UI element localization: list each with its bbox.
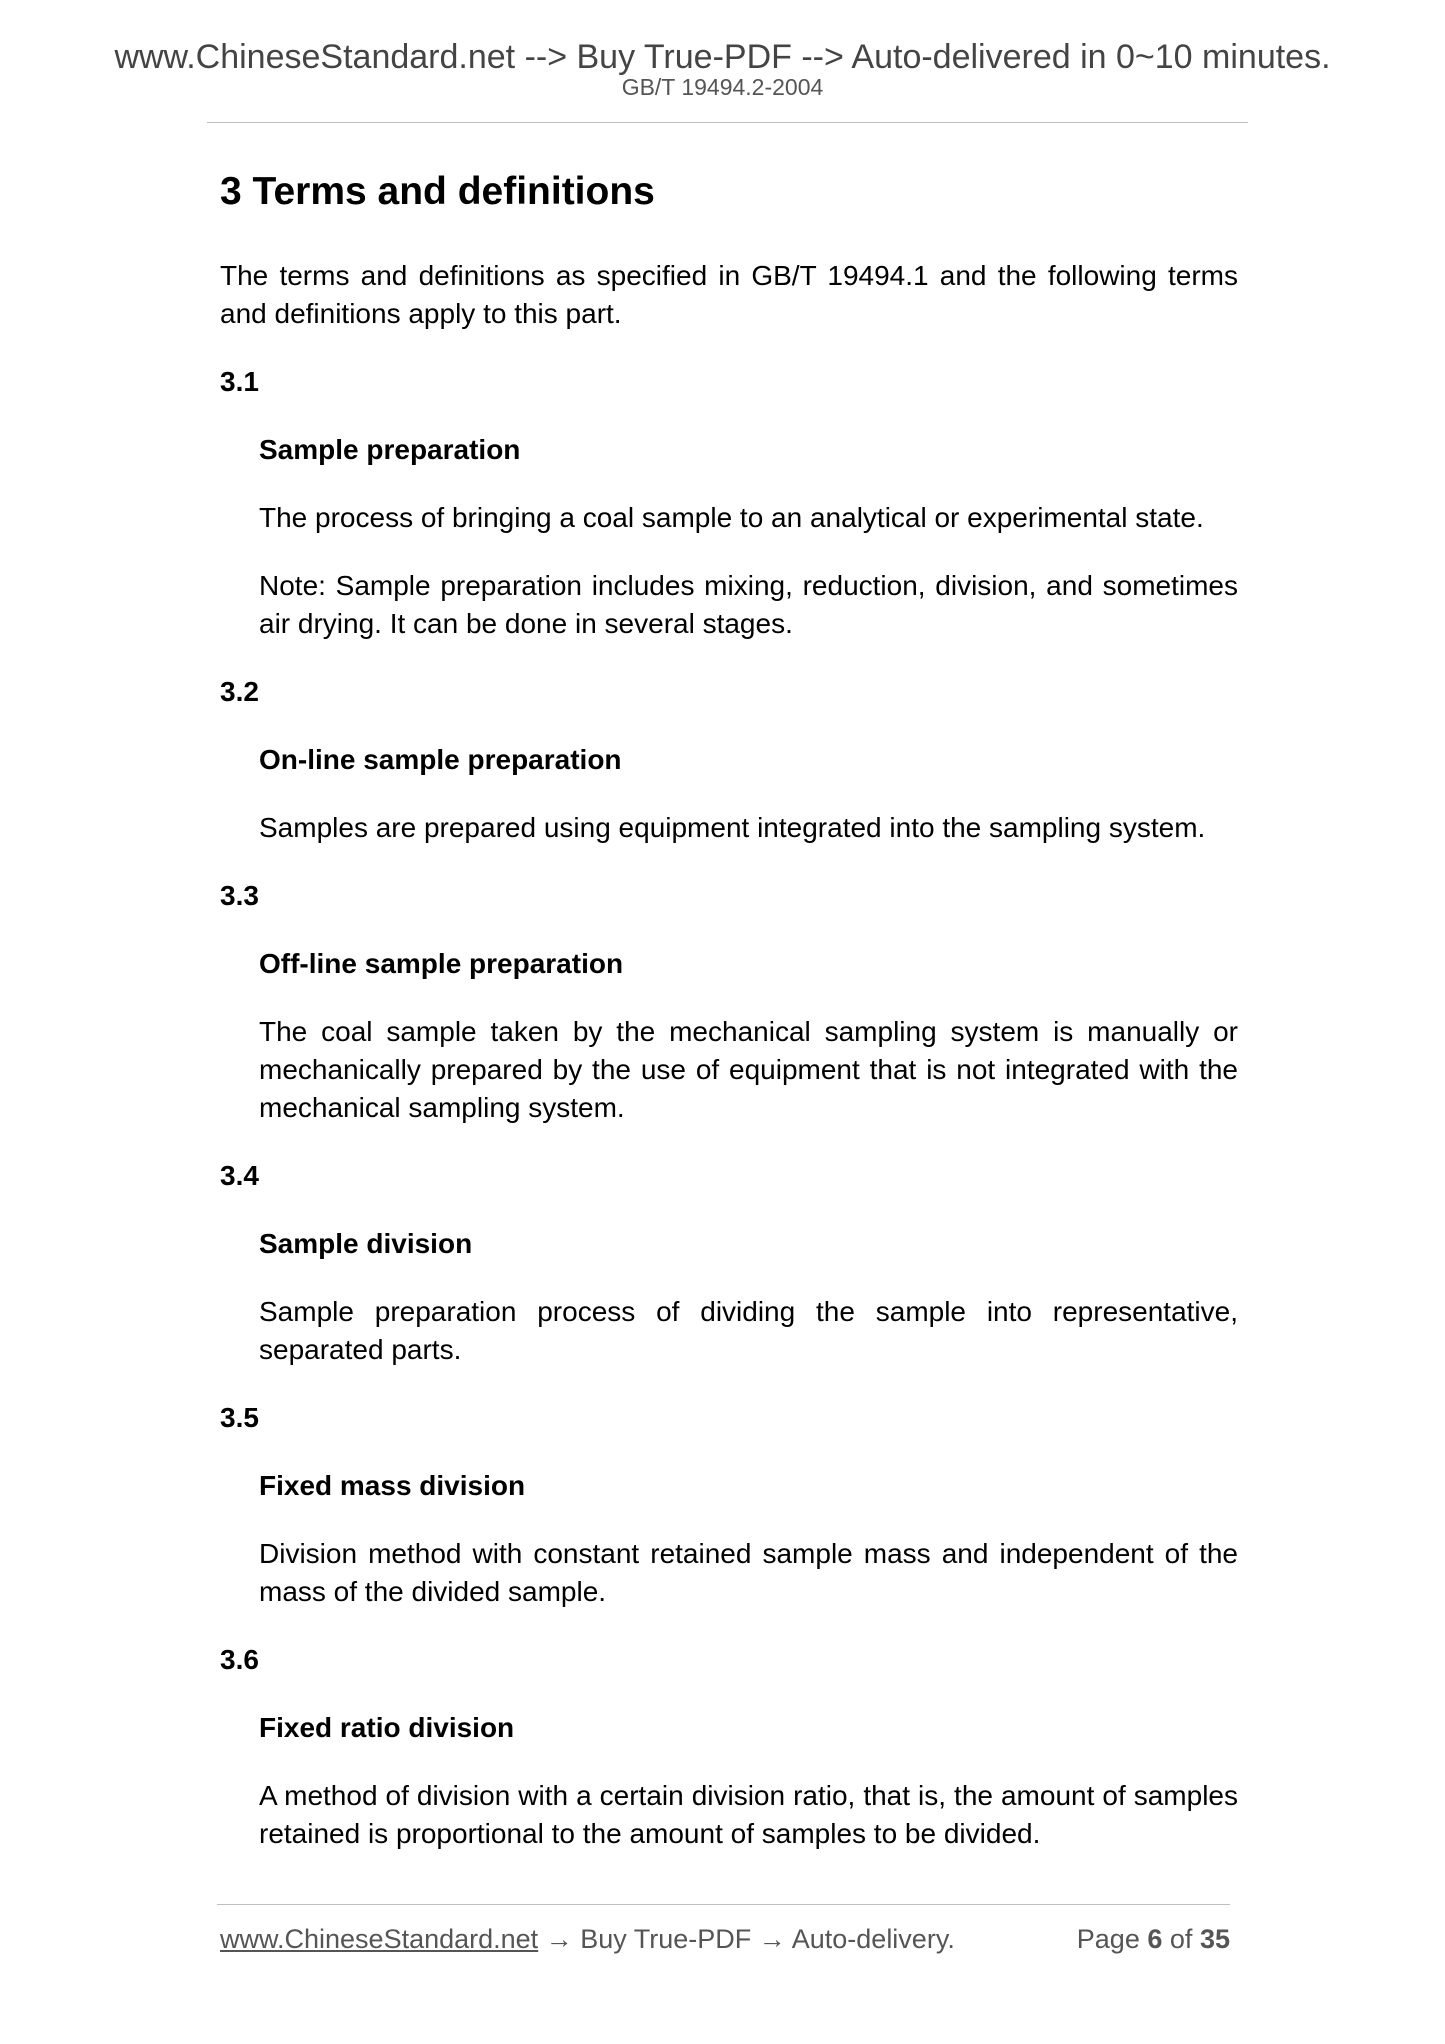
page-label: Page bbox=[1076, 1924, 1140, 1954]
term-body bbox=[259, 431, 1238, 643]
section-intro: The terms and definitions as specified in GB/T 19494.1 and the following terms and definitions apply to this part. bbox=[220, 259, 1238, 329]
term-name: On-line sample preparation bbox=[259, 743, 622, 775]
term-note: Note: Sample preparation includes mixing, reduction, division, and sometimes air drying. It can be done in several stages. bbox=[259, 569, 1238, 639]
term-definition: Sample preparation process of dividing the sample into representative, separated parts. bbox=[259, 1295, 1238, 1365]
term-name: Fixed mass division bbox=[259, 1469, 526, 1501]
standard-code: GB/T 19494.2-2004 bbox=[621, 74, 824, 100]
total-pages: 35 bbox=[1199, 1924, 1230, 1954]
term-name: Off-line sample preparation bbox=[259, 947, 624, 979]
term-number: 3.1 bbox=[220, 365, 259, 397]
term-definition: A method of division with a certain division ratio, that is, the amount of samples retained is proportional to the amount of samples to be divided. bbox=[259, 1779, 1238, 1849]
term-entry bbox=[220, 1157, 1238, 1369]
footer-promo bbox=[220, 1920, 955, 1958]
term-body bbox=[259, 741, 1238, 847]
term-number: 3.2 bbox=[220, 675, 259, 707]
term-entry bbox=[220, 363, 1238, 643]
term-body bbox=[259, 1225, 1238, 1369]
term-number: 3.3 bbox=[220, 879, 259, 911]
footer-promo-text: → Buy True-PDF → Auto-delivery. bbox=[538, 1924, 955, 1954]
term-entry bbox=[220, 1399, 1238, 1611]
term-name: Sample division bbox=[259, 1227, 473, 1259]
term-name: Sample preparation bbox=[259, 433, 521, 465]
term-entry bbox=[220, 877, 1238, 1127]
term-definition: Samples are prepared using equipment integrated into the sampling system. bbox=[259, 811, 1206, 843]
term-name: Fixed ratio division bbox=[259, 1711, 515, 1743]
term-number: 3.4 bbox=[220, 1159, 259, 1191]
current-page-number: 6 bbox=[1147, 1924, 1163, 1954]
term-number: 3.6 bbox=[220, 1643, 259, 1675]
page-indicator bbox=[1077, 1920, 1230, 1958]
term-body bbox=[259, 1709, 1238, 1853]
term-body bbox=[259, 1467, 1238, 1611]
header-divider bbox=[207, 122, 1248, 123]
footer-divider bbox=[217, 1904, 1230, 1905]
term-entry bbox=[220, 1641, 1238, 1853]
footer-site-link[interactable]: www.ChineseStandard.net bbox=[220, 1924, 539, 1954]
term-definition: The coal sample taken by the mechanical sampling system is manually or mechanically prepared by the use of equipment that is not integrated with the mechanical sampling system. bbox=[259, 1015, 1238, 1123]
term-entry bbox=[220, 673, 1238, 847]
term-definition: Division method with constant retained sample mass and independent of the mass of the divided sample. bbox=[259, 1537, 1238, 1607]
term-body bbox=[259, 945, 1238, 1127]
page-content bbox=[220, 168, 1238, 1883]
term-number: 3.5 bbox=[220, 1401, 259, 1433]
of-label: of bbox=[1169, 1924, 1193, 1954]
header-banner: www.ChineseStandard.net --> Buy True-PDF --> Auto-delivered in 0~10 minutes. bbox=[114, 38, 1331, 76]
section-title: 3 Terms and definitions bbox=[220, 170, 655, 213]
term-definition: The process of bringing a coal sample to an analytical or experimental state. bbox=[259, 501, 1204, 533]
